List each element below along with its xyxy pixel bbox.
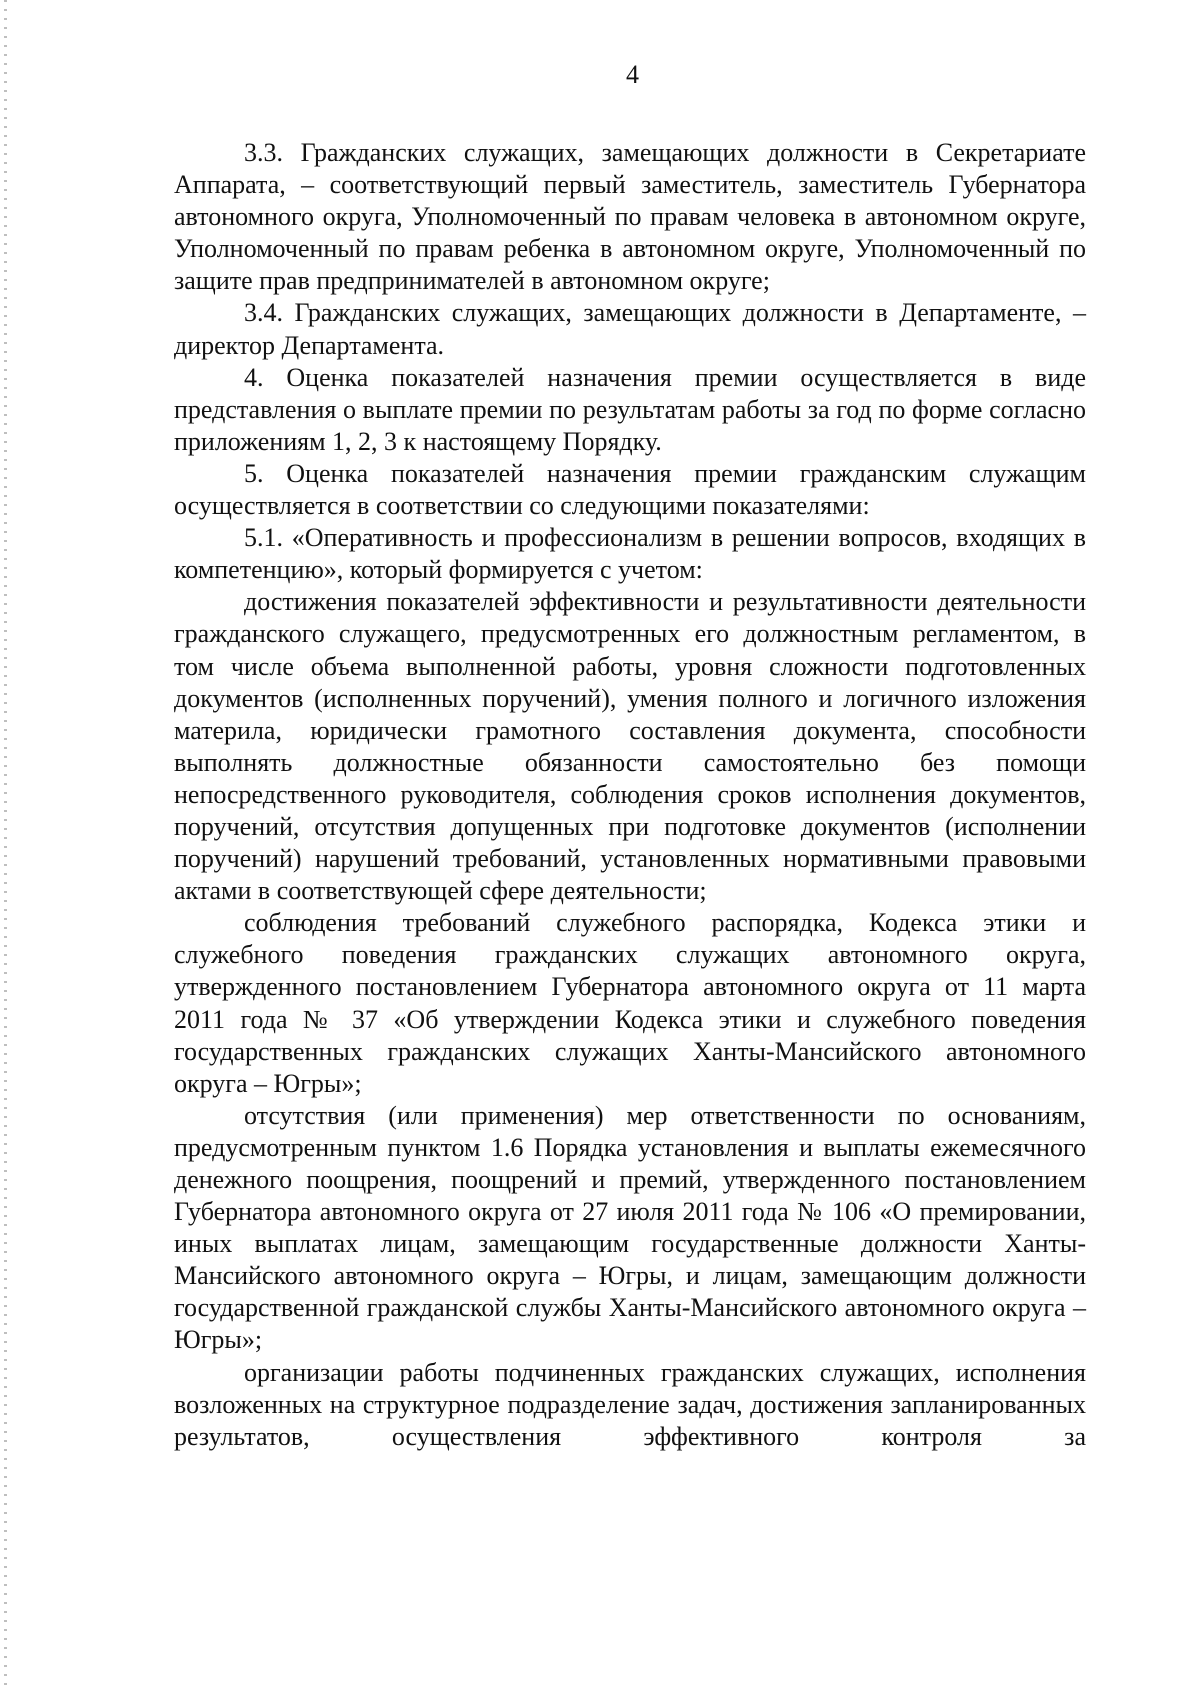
paragraph-3-4: 3.4. Гражданских служащих, замещающих должности в Департаменте, – директор Департамента. [174,298,1086,360]
document-body [174,137,1086,1453]
scan-edge-artifact [4,0,7,1685]
paragraph-5-1: 5.1. «Оперативность и профессионализм в решении вопросов, входящих в компетенцию», который формируется с учетом: [174,523,1086,585]
paragraph-4: 4. Оценка показателей назначения премии осуществляется в виде представления о выплате премии по результатам работы за год по форме согласно приложениям 1, 2, 3 к настоящему Порядку. [174,362,1086,456]
paragraph-3-3: 3.3. Гражданских служащих, замещающих должности в Секретариате Аппарата, – соответствующий первый заместитель, заместитель Губернатора автономного округа, Уполномоченный по правам человека в автономном округе, Уполномоченный по правам ребенка в автономном округе, Уполномоченный по защите прав предпринимателей в автономном округе; [174,138,1086,296]
paragraph-indicators-achievement: достижения показателей эффективности и результативности деятельности гражданского служащего, предусмотренных его должностным регламентом, в том числе объема выполненной работы, уровня сложности подготовленных документов (исполненных поручений), умения полного и логичного изложения материла, юридически грамотного составления документа, способности выполнять должностные обязанности самостоятельно без помощи непосредственного руководителя, соблюдения сроков исполнения документов, поручений, отсутствия допущенных при подготовке документов (исполнении поручений) нарушений требований, установленных нормативными правовыми актами в соответствующей сфере деятельности; [174,587,1086,906]
paragraph-work-organization: организации работы подчиненных гражданских служащих, исполнения возложенных на структурное подразделение задач, достижения запланированных результатов, осуществления эффективного контроля за [174,1357,1086,1451]
paragraph-5: 5. Оценка показателей назначения премии гражданским служащим осуществляется в соответствии со следующими показателями: [174,458,1086,521]
paragraph-liability-measures: отсутствия (или применения) мер ответственности по основаниям, предусмотренным пунктом 1.6 Порядка установления и выплаты ежемесячного денежного поощрения, поощрений и премий, утвержденного постановлением Губернатора автономного округа от 27 июля 2011 года № 106 «О премировании, иных выплатах лицам, замещающим государственные должности Ханты-Мансийского автономного округа – Югры, и лицам, замещающим должности государственной гражданской службы Ханты-Мансийского автономного округа – Югры»; [174,1100,1086,1355]
paragraph-ethics-compliance: соблюдения требований служебного распорядка, Кодекса этики и служебного поведения гражданских служащих автономного округа, утвержденного постановлением Губернатора автономного округа от 11 марта 2011 года № 37 «Об утверждении Кодекса этики и служебного поведения государственных гражданских служащих Ханты-Мансийского автономного округа – Югры»; [174,908,1086,1098]
page-number: 4 [626,60,639,89]
